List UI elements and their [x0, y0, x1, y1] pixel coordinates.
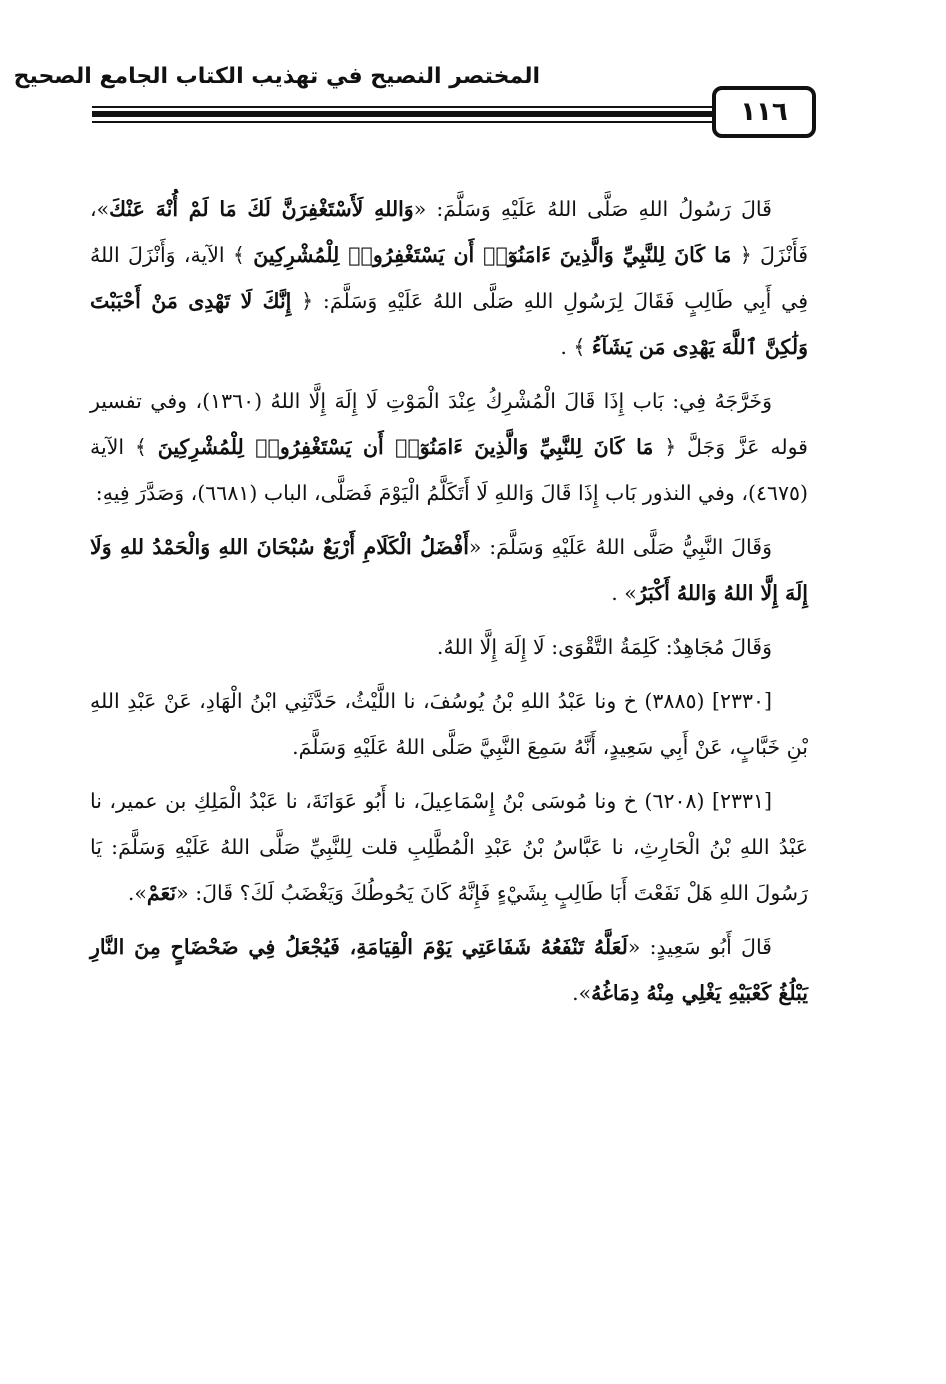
paragraph-5: [٢٣٣٠] (٣٨٨٥) خ ونا عَبْدُ اللهِ بْنُ يُوسُفَ، نا اللَّيْثُ، حَدَّثَنِي ابْنُ الْهَادِ، عَنْ عَبْدِ اللهِ بْنِ خَبَّابٍ، عَنْ أَبِي سَعِيدٍ، أَنَّهُ سَمِعَ النَّبِيَّ صَلَّى اللهُ عَلَيْهِ وَسَلَّمَ.	[90, 689, 808, 759]
text-run: ﴾ الآية، وَأَنْزَلَ اللهُ فِي أَبِي طَالِبٍ فَقَالَ لِرَسُولِ اللهِ صَلَّى اللهُ عَلَيْهِ وَسَلَّمَ: ﴿	[90, 243, 809, 313]
paragraph-7	[90, 924, 808, 1016]
quran-verse: مَا كَانَ لِلنَّبِيِّ وَالَّذِينَ ءَامَنُوٓا۟ أَن يَسْتَغْفِرُوا۟ لِلْمُشْرِكِينَ	[157, 435, 654, 459]
paragraph-4: وَقَالَ مُجَاهِدٌ: كَلِمَةُ التَّقْوَى: لَا إِلَهَ إِلَّا اللهُ.	[436, 635, 772, 659]
header-rule-top	[92, 106, 712, 108]
text-run: ».	[127, 881, 147, 905]
paragraph-6	[90, 778, 808, 916]
hadith-quote: أَفْضَلُ الْكَلَامِ أَرْبَعٌ سُبْحَانَ اللهِ وَالْحَمْدُ للهِ وَلَا إِلَهَ إِلَّا اللهُ وَاللهُ أَكْبَرُ	[90, 535, 808, 605]
page-number: ١١٦	[740, 97, 788, 127]
text-run: »، فَأَنْزَلَ ﴿	[90, 197, 808, 267]
text-run: وَخَرَّجَهُ فِي: بَاب إِذَا قَالَ الْمُشْرِكُ عِنْدَ الْمَوْتِ لَا إِلَهَ إِلَّا اللهُ (١٣٦٠)، وفي تفسير قوله عَزَّ وَجَلَّ ﴿	[90, 389, 808, 459]
quran-verse: إِنَّكَ لَا تَهْدِى مَنْ أَحْبَبْتَ وَلَٰكِنَّ ٱللَّهَ يَهْدِى مَن يَشَآءُ	[90, 289, 808, 359]
header-rule-bottom	[92, 121, 712, 123]
text-run: » .	[611, 581, 637, 605]
page-number-box	[712, 86, 816, 138]
text-run: ﴾ .	[560, 335, 592, 359]
running-header-title: المختصر النصيح في تهذيب الكتاب الجامع الصحيح	[13, 64, 540, 89]
text-run: [٢٣٣١] (٦٢٠٨) خ ونا مُوسَى بْنُ إِسْمَاعِيلَ، نا أَبُو عَوَانَةَ، نا عَبْدُ الْمَلِكِ بن عمير، نا عَبْدُ اللهِ بْنُ الْحَارِثِ، نا عَبَّاسُ بْنُ عَبْدِ الْمُطَّلِبِ قلت لِلنَّبِيِّ صَلَّى اللهُ عَلَيْهِ وَسَلَّمَ: يَا رَسُولَ اللهِ هَلْ نَفَعْتَ أَبَا طَالِبٍ بِشَيْءٍ فَإِنَّهُ كَانَ يَحُوطُكَ وَيَغْضَبُ لَكَ؟ قَالَ: «	[90, 789, 808, 905]
hadith-quote: نَعَمْ	[146, 881, 177, 905]
text-run: وَقَالَ النَّبِيُّ صَلَّى اللهُ عَلَيْهِ وَسَلَّمَ: «	[468, 535, 772, 559]
quran-verse: مَا كَانَ لِلنَّبِيِّ وَالَّذِينَ ءَامَنُوٓا۟ أَن يَسْتَغْفِرُوا۟ لِلْمُشْرِكِينَ	[253, 243, 732, 267]
text-run: ».	[572, 981, 592, 1005]
header-rule-thick	[92, 111, 712, 117]
text-run: قَالَ أَبُو سَعِيدٍ: «	[627, 935, 772, 959]
text-run: ﴾ الآية (٤٦٧٥)، وفي النذور بَاب إِذَا قَالَ وَاللهِ لَا أَتَكَلَّمُ الْيَوْمَ فَصَلَّى، الباب (٦٦٨١)، وَصَدَّرَ فِيهِ:	[90, 435, 808, 505]
paragraph-2	[90, 378, 808, 516]
text-run: قَالَ رَسُولُ اللهِ صَلَّى اللهُ عَلَيْهِ وَسَلَّمَ: «	[413, 197, 772, 221]
main-text	[90, 186, 808, 1024]
paragraph-3	[90, 524, 808, 616]
paragraph-1	[90, 186, 808, 370]
hadith-quote: لَعَلَّهُ تَنْفَعُهُ شَفَاعَتِي يَوْمَ الْقِيَامَةِ، فَيُجْعَلُ فِي ضَحْضَاحٍ مِنَ النَّارِ يَبْلُغُ كَعْبَيْهِ يَغْلِي مِنْهُ دِمَاغُهُ	[90, 935, 808, 1005]
hadith-quote: وَاللهِ لَأَسْتَغْفِرَنَّ لَكَ مَا لَمْ أُنْهَ عَنْكَ	[109, 197, 414, 221]
